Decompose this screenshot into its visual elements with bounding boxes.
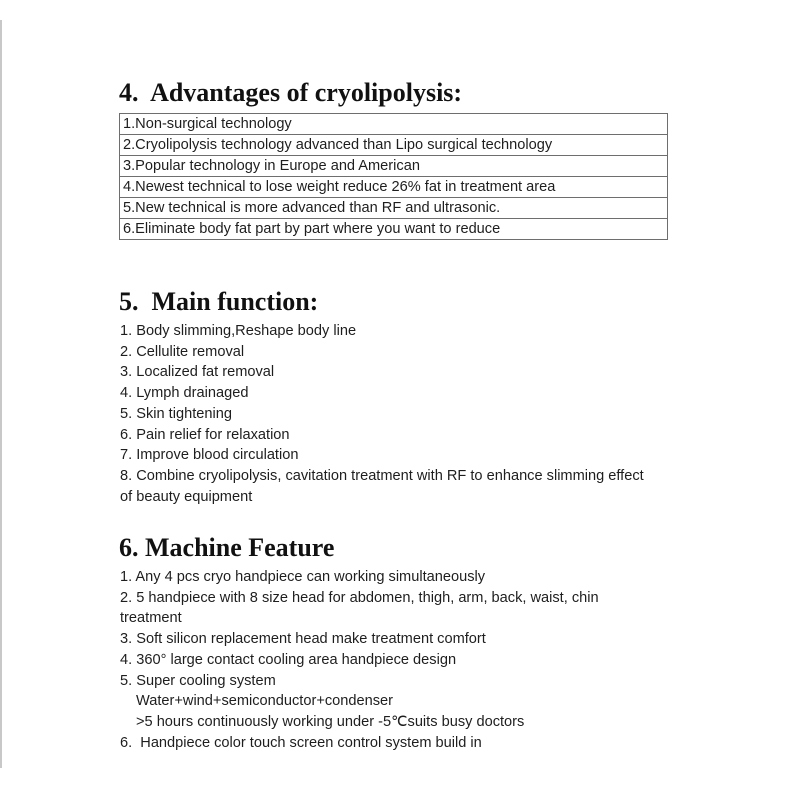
machine-feature-list	[120, 567, 720, 753]
table-cell: 3.Popular technology in Europe and American	[120, 156, 668, 177]
table-row	[120, 219, 668, 240]
list-item: 4. Lymph drainaged	[120, 385, 249, 402]
table-row	[120, 177, 668, 198]
table-cell: 5.New technical is more advanced than RF and ultrasonic.	[120, 198, 668, 219]
list-item: 3. Localized fat removal	[120, 364, 275, 381]
list-item: 1. Any 4 pcs cryo handpiece can working simultaneously	[120, 569, 486, 585]
list-item: 5. Skin tightening	[120, 405, 232, 422]
section-heading-advantages: 4. Advantages of cryolipolysis:	[119, 78, 463, 107]
list-item: 7. Improve blood circulation	[120, 447, 299, 464]
list-subitem: Water+wind+semiconductor+condenser	[136, 693, 394, 710]
list-item-continuation: of beauty equipment	[120, 488, 253, 505]
table-cell: 4.Newest technical to lose weight reduce 26% fat in treatment area	[120, 177, 668, 198]
page-edge-divider	[0, 20, 2, 768]
table-row	[120, 114, 668, 135]
section-heading-machine-feature: 6. Machine Feature	[119, 533, 335, 562]
list-item: 1. Body slimming,Reshape body line	[120, 323, 357, 339]
table-row	[120, 198, 668, 219]
list-item: 4. 360° large contact cooling area handpiece design	[120, 651, 457, 668]
main-function-list	[120, 321, 720, 507]
table-row	[120, 135, 668, 156]
list-item: 6. Pain relief for relaxation	[120, 426, 290, 443]
table-cell: 1.Non-surgical technology	[120, 114, 668, 135]
table-row	[120, 156, 668, 177]
list-item: 5. Super cooling system	[120, 672, 276, 689]
section-heading-main-function: 5. Main function:	[119, 287, 319, 316]
list-item: 2. 5 handpiece with 8 size head for abdomen, thigh, arm, back, waist, chin	[120, 589, 599, 606]
table-cell: 2.Cryolipolysis technology advanced than Lipo surgical technology	[120, 135, 668, 156]
advantages-table	[119, 113, 668, 240]
list-item-continuation: treatment	[120, 610, 182, 627]
list-item: 3. Soft silicon replacement head make treatment comfort	[120, 631, 486, 648]
list-item: 6. Handpiece color touch screen control system build in	[120, 734, 482, 751]
table-cell: 6.Eliminate body fat part by part where you want to reduce	[120, 219, 668, 240]
list-item: 2. Cellulite removal	[120, 343, 245, 360]
list-item: 8. Combine cryolipolysis, cavitation treatment with RF to enhance slimming effect	[120, 467, 644, 484]
list-subitem: >5 hours continuously working under -5℃suits busy doctors	[136, 713, 525, 730]
